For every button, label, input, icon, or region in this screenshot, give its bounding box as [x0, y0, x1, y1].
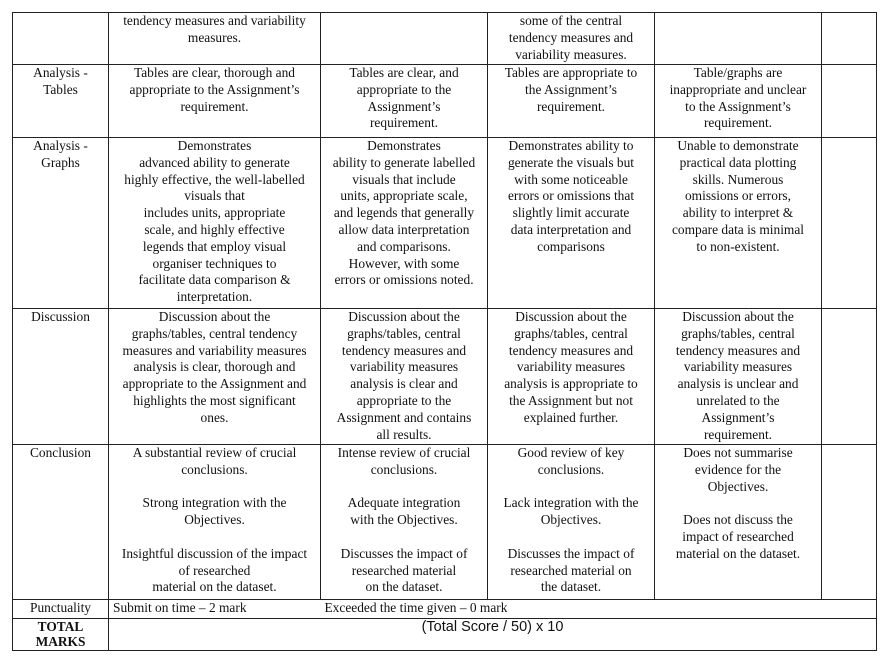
rubric-cell: Discussion about the graphs/tables, central tendency measures and variability measures analysis is clear and appropriate to the Assignment and contains all results.	[321, 309, 488, 445]
rubric-cell: Does not summarise evidence for the Objectives. Does not discuss the impact of researched material on the dataset.	[655, 445, 822, 600]
score-cell	[822, 445, 877, 600]
rubric-cell: Discussion about the graphs/tables, central tendency measures and variability measures analysis is clear, thorough and appropriate to the Assignment and highlights the most significant ones.	[109, 309, 321, 445]
rubric-cell: Intense review of crucial conclusions. Adequate integration with the Objectives. Discusses the impact of researched material on the dataset.	[321, 445, 488, 600]
table-row	[13, 619, 877, 651]
table-row	[13, 600, 877, 619]
table-row	[13, 13, 877, 65]
rubric-cell: some of the central tendency measures and variability measures.	[488, 13, 655, 65]
rubric-cell: Tables are clear, and appropriate to the Assignment’s requirement.	[321, 65, 488, 138]
rubric-cell: Tables are clear, thorough and appropriate to the Assignment’s requirement.	[109, 65, 321, 138]
score-cell	[822, 138, 877, 309]
criterion-cell	[13, 13, 109, 65]
criterion-cell: Analysis - Tables	[13, 65, 109, 138]
rubric-cell: A substantial review of crucial conclusions. Strong integration with the Objectives. Insightful discussion of the impact of researched material on the dataset.	[109, 445, 321, 600]
rubric-cell: Demonstrates ability to generate labelled visuals that include units, appropriate scale, and legends that generally allow data interpretation and comparisons. However, with some errors or omissions noted.	[321, 138, 488, 309]
rubric-cell: Good review of key conclusions. Lack integration with the Objectives. Discusses the impact of researched material on the dataset.	[488, 445, 655, 600]
table-row	[13, 445, 877, 600]
table-row	[13, 65, 877, 138]
rubric-cell: Demonstrates ability to generate the visuals but with some noticeable errors or omissions that slightly limit accurate data interpretation and comparisons	[488, 138, 655, 309]
rubric-cell: Tables are appropriate to the Assignment’s requirement.	[488, 65, 655, 138]
total-marks-label: TOTAL MARKS	[13, 619, 109, 651]
criterion-cell: Punctuality	[13, 600, 109, 619]
total-marks-formula: (Total Score / 50) x 10	[109, 619, 877, 651]
table-row	[13, 138, 877, 309]
rubric-cell: Unable to demonstrate practical data plotting skills. Numerous omissions or errors, ability to interpret & compare data is minimal to non-existent.	[655, 138, 822, 309]
rubric-cell	[321, 13, 488, 65]
punctuality-late: Exceeded the time given – 0 mark	[321, 600, 877, 619]
criterion-cell: Analysis - Graphs	[13, 138, 109, 309]
rubric-cell: Discussion about the graphs/tables, central tendency measures and variability measures analysis is unclear and unrelated to the Assignment’s requirement.	[655, 309, 822, 445]
score-cell	[822, 13, 877, 65]
rubric-cell: tendency measures and variability measures.	[109, 13, 321, 65]
criterion-cell: Discussion	[13, 309, 109, 445]
punctuality-on-time: Submit on time – 2 mark	[109, 600, 321, 619]
rubric-cell: Demonstrates advanced ability to generate highly effective, the well-labelled visuals that includes units, appropriate scale, and highly effective legends that employ visual organiser techniques to facilitate data comparison & interpretation.	[109, 138, 321, 309]
rubric-table	[12, 12, 877, 651]
table-row	[13, 309, 877, 445]
criterion-cell: Conclusion	[13, 445, 109, 600]
rubric-cell: Discussion about the graphs/tables, central tendency measures and variability measures analysis is appropriate to the Assignment but not explained further.	[488, 309, 655, 445]
score-cell	[822, 65, 877, 138]
rubric-cell	[655, 13, 822, 65]
rubric-cell: Table/graphs are inappropriate and unclear to the Assignment’s requirement.	[655, 65, 822, 138]
score-cell	[822, 309, 877, 445]
